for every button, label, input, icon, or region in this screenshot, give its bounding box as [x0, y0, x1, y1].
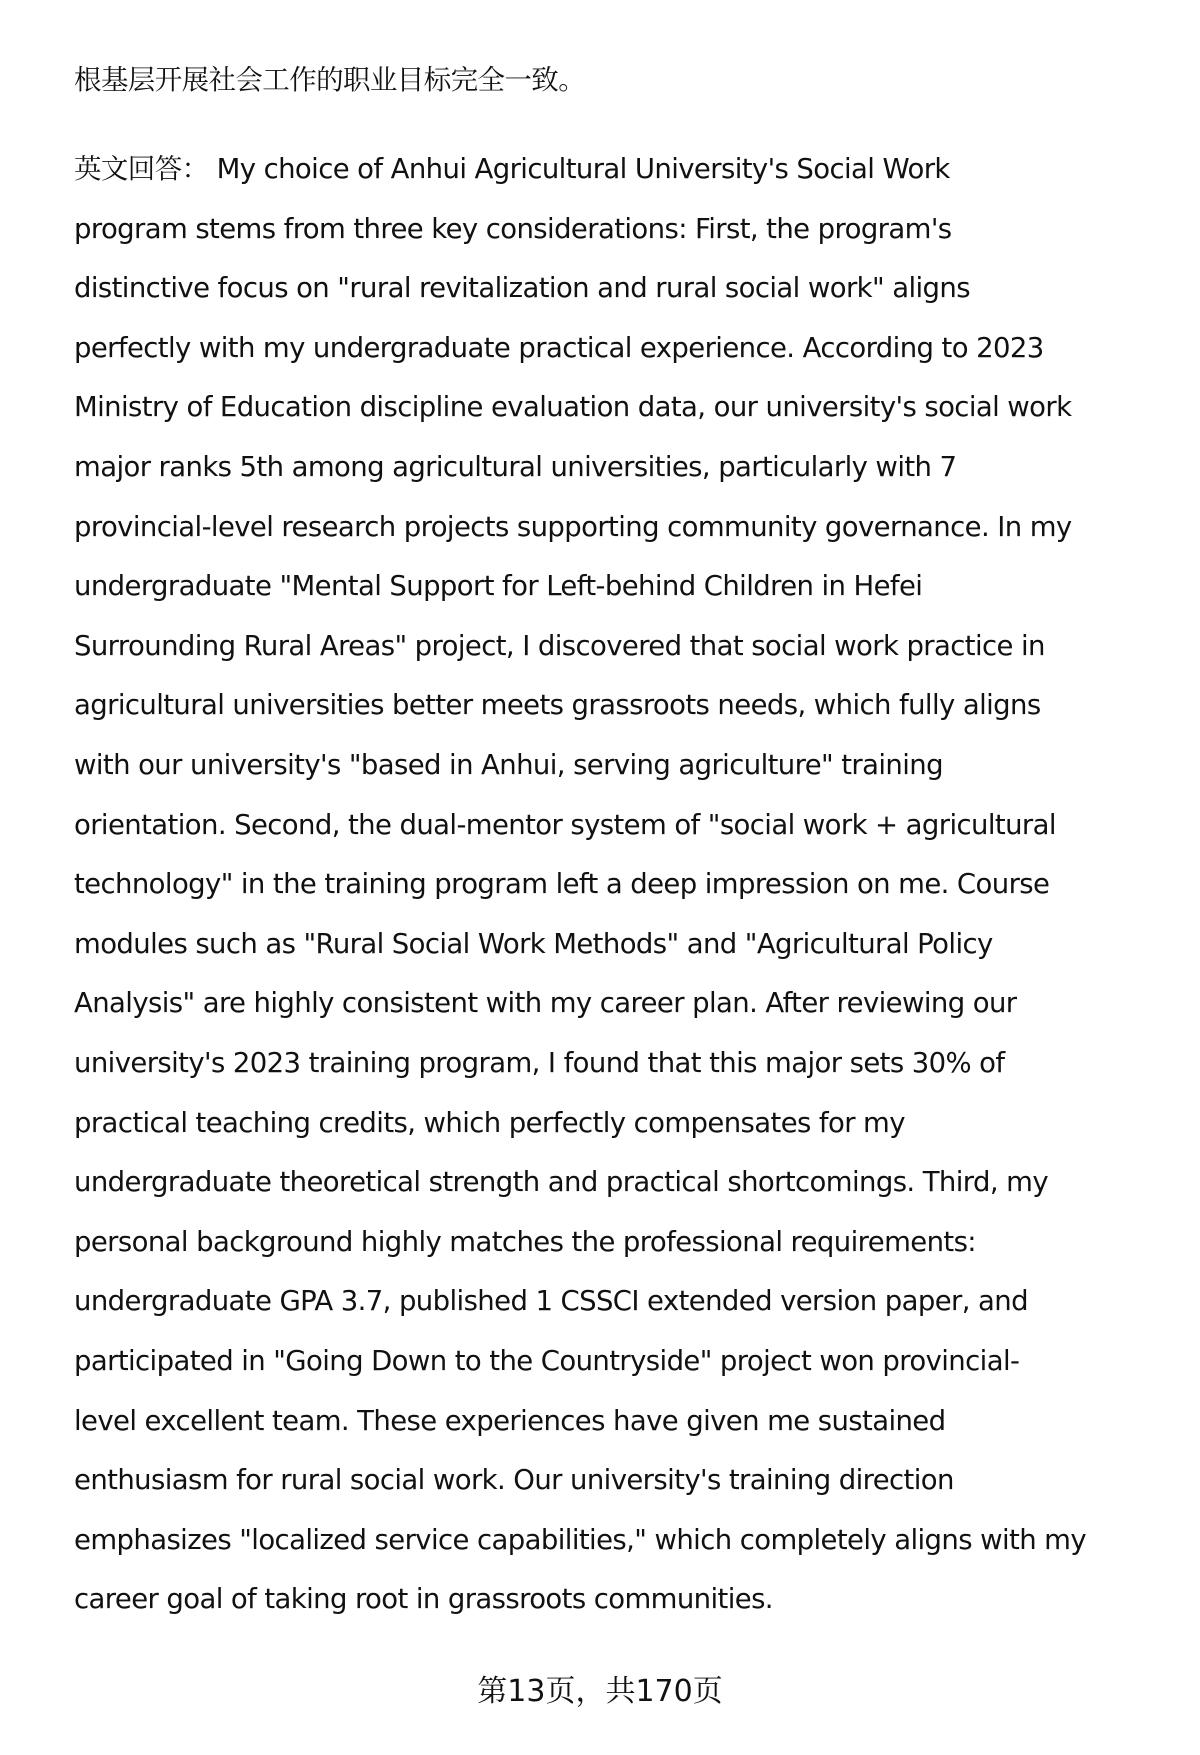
text-line: career goal of taking root in grassroots communities. — [74, 1583, 773, 1616]
text-line: with our university's "based in Anhui, serving agriculture" training — [74, 749, 943, 781]
text-line: Analysis" are highly consistent with my career plan. After reviewing our — [74, 987, 1017, 1020]
text-line: distinctive focus on "rural revitalization and rural social work" aligns — [74, 272, 970, 305]
text-line: undergraduate GPA 3.7, published 1 CSSCI extended version paper, and — [74, 1285, 1028, 1318]
text-line: university's 2023 training program, I found that this major sets 30% of — [74, 1047, 1005, 1079]
text-line: Ministry of Education discipline evaluation data, our university's social work — [74, 391, 1072, 424]
text-line: Surrounding Rural Areas" project, I discovered that social work practice in — [74, 629, 1045, 662]
text-line: major ranks 5th among agricultural universities, particularly with 7 — [74, 451, 957, 483]
text-line: orientation. Second, the dual-mentor system of "social work + agricultural — [74, 808, 1056, 841]
text-line: undergraduate "Mental Support for Left-behind Children in Hefei — [74, 570, 923, 603]
text-line: practical teaching credits, which perfectly compensates for my — [74, 1106, 905, 1139]
text-line: level excellent team. These experiences have given me sustained — [74, 1404, 946, 1437]
text-line: 英文回答： My choice of Anhui Agricultural University's Social Work — [74, 153, 950, 185]
text-line: undergraduate theoretical strength and practical shortcomings. Third, my — [74, 1166, 1048, 1199]
text-line: 根基层开展社会工作的职业目标完全一致。 — [74, 64, 586, 96]
text-line: participated in "Going Down to the Countryside" project won provincial- — [74, 1345, 1020, 1377]
page-number: 第13页，共170页 — [477, 1674, 723, 1709]
text-line: enthusiasm for rural social work. Our university's training direction — [74, 1464, 954, 1497]
text-line: modules such as "Rural Social Work Methods" and "Agricultural Policy — [74, 927, 993, 960]
text-line: perfectly with my undergraduate practical experience. According to 2023 — [74, 331, 1044, 364]
text-line: provincial-level research projects supporting community governance. In my — [74, 510, 1072, 543]
text-line: program stems from three key considerations: First, the program's — [74, 212, 952, 245]
text-line: agricultural universities better meets grassroots needs, which fully aligns — [74, 689, 1041, 722]
text-line: technology" in the training program left a deep impression on me. Course — [74, 868, 1050, 901]
text-line: emphasizes "localized service capabilities," which completely aligns with my — [74, 1523, 1087, 1556]
text-line: personal background highly matches the professional requirements: — [74, 1225, 976, 1258]
